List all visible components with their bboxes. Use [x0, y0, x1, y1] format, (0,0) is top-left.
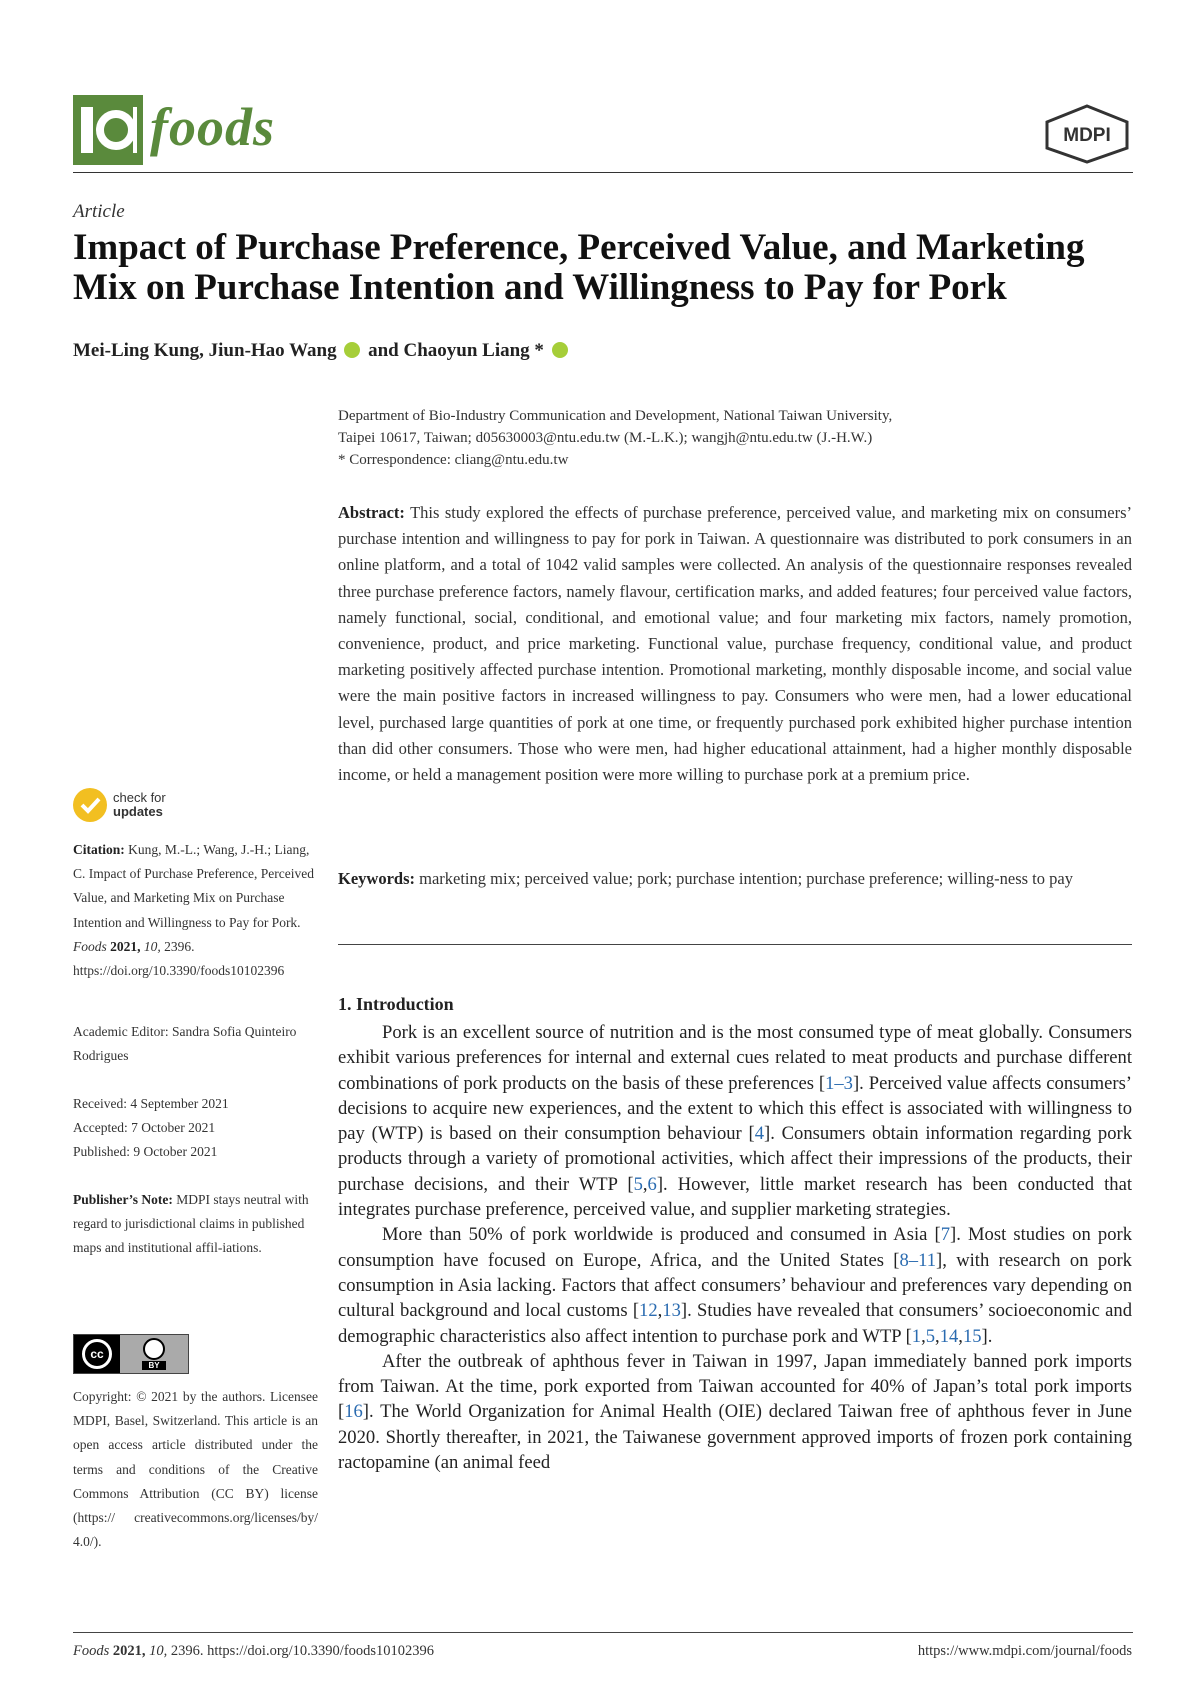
paragraph — [338, 1349, 1132, 1475]
paragraph — [338, 1020, 1132, 1222]
keywords-text: marketing mix; perceived value; pork; purchase intention; purchase preference; willing-ness to pay — [419, 869, 1073, 888]
copyright-notice: Copyright: © 2021 by the authors. Licensee MDPI, Basel, Switzerland. This article is an open access article distributed under the terms and conditions of the Creative Commons Attribution (CC BY) license (https:// creativecommons.org/licenses/by/ 4.0/). — [73, 1389, 318, 1550]
reference-link[interactable]: 14 — [939, 1325, 959, 1347]
correspondence: * Correspondence: cliang@ntu.edu.tw — [338, 452, 569, 468]
cc-icon: cc — [82, 1339, 112, 1369]
reference-link[interactable]: 5 — [925, 1325, 936, 1347]
orcid-icon[interactable] — [344, 342, 360, 358]
citation-volume: 10, — [143, 938, 161, 954]
footer-doi[interactable]: 2396. https://doi.org/10.3390/foods10102396 — [170, 1643, 435, 1659]
author-names: Mei-Ling Kung, Jiun-Hao Wang — [73, 340, 337, 361]
footer-journal: Foods — [73, 1643, 110, 1659]
reference-link[interactable]: 15 — [962, 1325, 982, 1347]
reference-link[interactable]: 13 — [662, 1300, 681, 1322]
paragraph-text: ]. Studies have revealed that consumers’ socioeconomic and demographic characteristics also affect intention to purchase pork and WTP [ — [338, 1300, 1132, 1347]
check-updates-icon — [73, 788, 107, 822]
reference-link[interactable]: 1–3 — [825, 1072, 853, 1094]
published-date: Published: 9 October 2021 — [73, 1144, 218, 1160]
paragraph-text: ]. Perceived value affects consumers’ decisions to acquire new experiences, and the extent to which this effect is associated with willingness to pay (WTP) is based on their consumption behaviour [ — [338, 1072, 1132, 1145]
accepted-date: Accepted: 7 October 2021 — [73, 1120, 216, 1136]
paragraph-text: , — [921, 1325, 926, 1347]
paragraph-text: ]. The World Organization for Animal Health (OIE) declared Taiwan free of aphthous fever in June 2020. Shortly thereafter, in 2021, the Taiwanese government approved imports of frozen pork containing ractopamine (an animal feed — [338, 1401, 1132, 1474]
mdpi-logo[interactable] — [1042, 104, 1132, 164]
paragraph-text: , — [958, 1325, 963, 1347]
by-label: BY — [142, 1361, 165, 1370]
keywords — [338, 866, 1132, 892]
reference-link[interactable]: 1 — [911, 1325, 922, 1347]
footer-divider — [73, 1632, 1133, 1633]
keywords-label: Keywords: — [338, 869, 415, 888]
received-date: Received: 4 September 2021 — [73, 1096, 229, 1111]
abstract-label: Abstract: — [338, 503, 405, 522]
check-label-bold: updates — [113, 804, 163, 819]
reference-link[interactable]: 8–11 — [899, 1249, 936, 1271]
citation — [73, 838, 318, 983]
citation-text: Kung, M.-L.; Wang, J.-H.; Liang, C. Impact of Purchase Preference, Perceived Value, and Marketing Mix on Purchase Intention and Willingness to Pay for Pork. — [73, 842, 315, 930]
author-list — [73, 340, 571, 362]
paragraph-text: , — [642, 1173, 648, 1195]
abstract-text: This study explored the effects of purchase preference, perceived value, and marketing mix on consumers’ purchase intention and willingness to pay for pork in Taiwan. A questionnaire was distributed to pork consumers in an online platform, and a total of 1042 valid samples were collected. An analysis of the questionnaire responses revealed three purchase preference factors, namely flavour, certification marks, and added features; four perceived value factors, namely functional, social, conditional, and emotional value; and four marketing mix factors, namely promotion, convenience, product, and price marketing. Functional value, purchase frequency, conditional value, and product marketing positively affected purchase intention. Promotional marketing, monthly disposable income, and social value were the main positive factors in increased willingness to pay. Consumers who were men, had a lower educational level, purchased large quantities of pork at one time, or frequently purchased pork exhibited higher purchase intention than did other consumers. Those who were men, had higher educational attainment, had a higher monthly disposable income, or held a management position were more willing to purchase pork at a premium price. — [338, 503, 1132, 785]
citation-year: 2021, — [110, 938, 141, 954]
cc-by-license-badge[interactable] — [73, 1334, 189, 1374]
reference-link[interactable]: 6 — [647, 1173, 657, 1195]
reference-link[interactable]: 12 — [639, 1300, 658, 1322]
orcid-icon[interactable] — [552, 342, 568, 358]
paragraph — [338, 1222, 1132, 1348]
footer-citation — [73, 1643, 434, 1660]
author-names-last: and Chaoyun Liang * — [368, 340, 544, 361]
check-for-updates-button[interactable] — [73, 788, 166, 822]
paragraph-text: ]. Most studies on pork consumption have focused on Europe, Africa, and the United States [ — [338, 1224, 1133, 1271]
paragraph-text: After the outbreak of aphthous fever in Taiwan in 1997, Japan immediately banned pork imports from Taiwan. At the time, pork exported from Taiwan accounted for 40% of Japan’s total pork imports [ — [338, 1350, 1132, 1423]
affiliation-line: Department of Bio-Industry Communication and Development, National Taiwan University, — [338, 408, 893, 424]
paragraph-text: Pork is an excellent source of nutrition and is the most consumed type of meat globally. Consumers exhibit various preferences for internal and external cues related to meat products and purchase different combinations of pork products on the basis of these preferences [ — [338, 1022, 1132, 1094]
affiliation — [338, 405, 1138, 471]
section-divider — [338, 944, 1132, 945]
paragraph-text: ]. — [981, 1325, 993, 1347]
reference-link[interactable]: 5 — [633, 1173, 643, 1195]
paragraph-text: More than 50% of pork worldwide is produced and consumed in Asia [ — [382, 1224, 941, 1246]
journal-name: foods — [150, 97, 275, 157]
note-text: MDPI stays neutral with regard to jurisdictional claims in published maps and institutional affil-iations. — [73, 1192, 309, 1256]
paragraph-text: ]. However, little market research has been conducted that integrates purchase preference, perceived value, and supplier marketing strategies. — [338, 1173, 1132, 1221]
header-divider — [73, 172, 1133, 173]
affiliation-line: Taipei 10617, Taiwan; d05630003@ntu.edu.tw (M.-L.K.); wangjh@ntu.edu.tw (J.-H.W.) — [338, 430, 873, 446]
footer-year: 2021, — [112, 1643, 146, 1659]
citation-label: Citation: — [73, 842, 125, 857]
article-title: Impact of Purchase Preference, Perceived Value, and Marketing Mix on Purchase Intention and Willingness to Pay for Pork — [73, 227, 1085, 308]
section-heading: 1. Introduction — [338, 994, 454, 1014]
foods-logo-icon — [73, 95, 143, 165]
footer-journal-url[interactable]: https://www.mdpi.com/journal/foods — [917, 1643, 1132, 1659]
note-label: Publisher’s Note: — [73, 1192, 173, 1207]
article-type: Article — [73, 201, 125, 222]
reference-link[interactable]: 16 — [344, 1401, 363, 1423]
citation-journal: Foods — [73, 938, 107, 954]
dates — [73, 1092, 318, 1165]
paragraph-text: , — [657, 1300, 663, 1322]
abstract — [338, 500, 1132, 788]
footer-volume: 10, — [149, 1643, 168, 1659]
reference-link[interactable]: 4 — [754, 1123, 765, 1145]
academic-editor: Academic Editor: Sandra Sofia Quinteiro Rodrigues — [73, 1024, 297, 1064]
paragraph-text: ], with research on pork consumption in Asia lacking. Factors that affect consumers’ behaviour and preferences vary depending on cultural background and local customs [ — [338, 1249, 1132, 1322]
introduction-body — [338, 1020, 1132, 1475]
paragraph-text: , — [935, 1325, 940, 1347]
citation-doi[interactable]: 2396. https://doi.org/10.3390/foods10102396 — [73, 938, 285, 979]
publisher-note — [73, 1188, 318, 1261]
attribution-icon — [143, 1338, 165, 1360]
mdpi-logo-text: MDPI — [1063, 125, 1111, 146]
check-label: check for — [113, 790, 166, 805]
reference-link[interactable]: 7 — [940, 1224, 951, 1246]
paragraph-text: ]. Consumers obtain information regarding pork products through a variety of promotional activities, which affect their impressions of the products, their purchase decisions, and their WTP [ — [338, 1123, 1132, 1195]
